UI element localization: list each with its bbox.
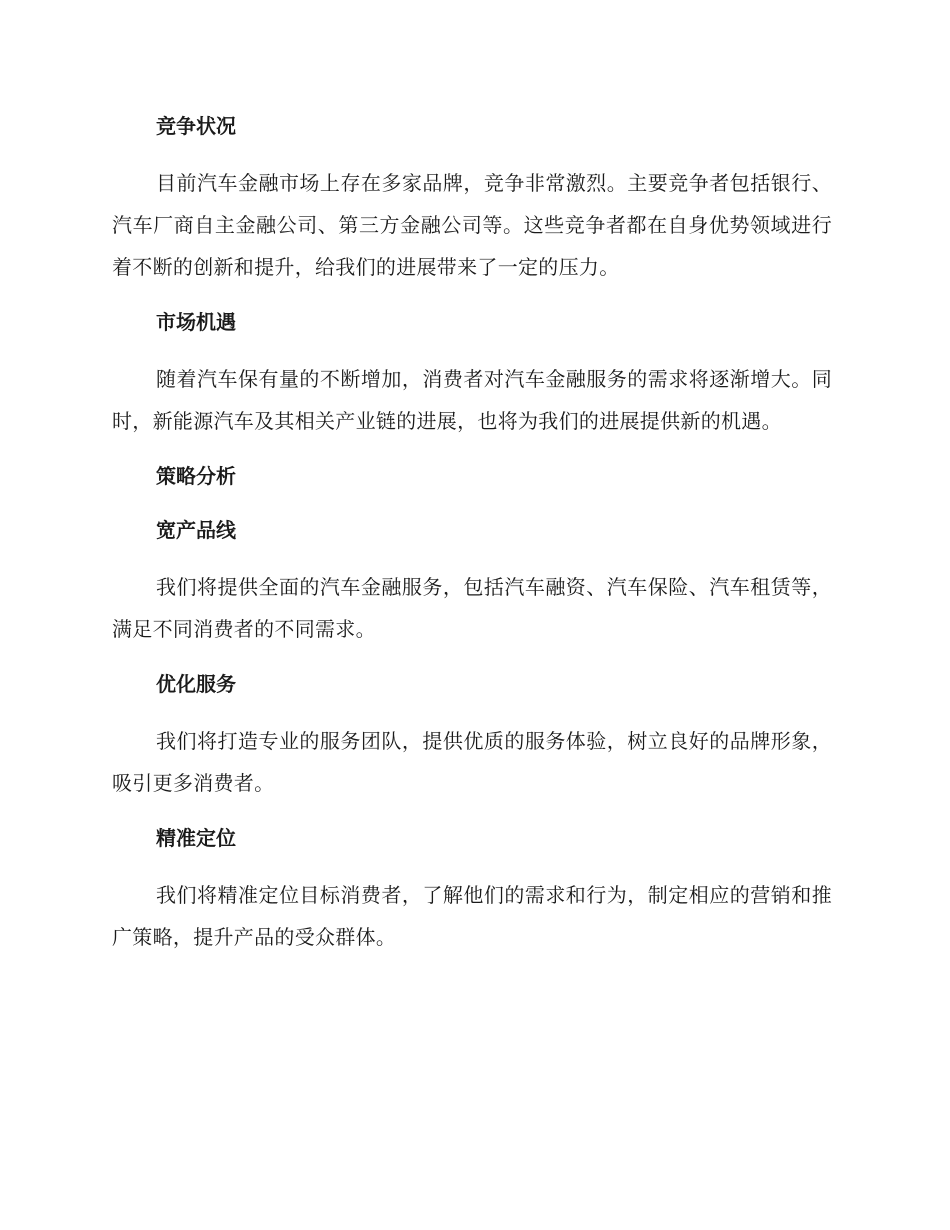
para-product-line: 我们将提供全面的汽车金融服务，包括汽车融资、汽车保险、汽车租赁等，满足不同消费者的不同需求。: [112, 575, 832, 641]
heading-strategy-analysis: 策略分析: [156, 464, 236, 488]
para-precise-positioning: 我们将精准定位目标消费者，了解他们的需求和行为，制定相应的营销和推广策略，提升产品的受众群体。: [112, 883, 832, 949]
heading-precise-positioning: 精准定位: [156, 826, 236, 850]
heading-product-line: 宽产品线: [156, 518, 236, 542]
heading-market-opportunity: 市场机遇: [156, 310, 236, 334]
para-optimize-service: 我们将打造专业的服务团队，提供优质的服务体验，树立良好的品牌形象，吸引更多消费者。: [112, 729, 832, 795]
heading-optimize-service: 优化服务: [156, 672, 236, 696]
heading-competition: 竞争状况: [156, 114, 236, 138]
document-page: [112, 108, 832, 974]
para-competition: 目前汽车金融市场上存在多家品牌，竞争非常激烈。主要竞争者包括银行、汽车厂商自主金融公司、第三方金融公司等。这些竞争者都在自身优势领域进行着不断的创新和提升，给我们的进展带来了一定的压力。: [112, 171, 832, 279]
para-market-opportunity: 随着汽车保有量的不断增加，消费者对汽车金融服务的需求将逐渐增大。同时，新能源汽车及其相关产业链的进展，也将为我们的进展提供新的机遇。: [112, 367, 832, 433]
